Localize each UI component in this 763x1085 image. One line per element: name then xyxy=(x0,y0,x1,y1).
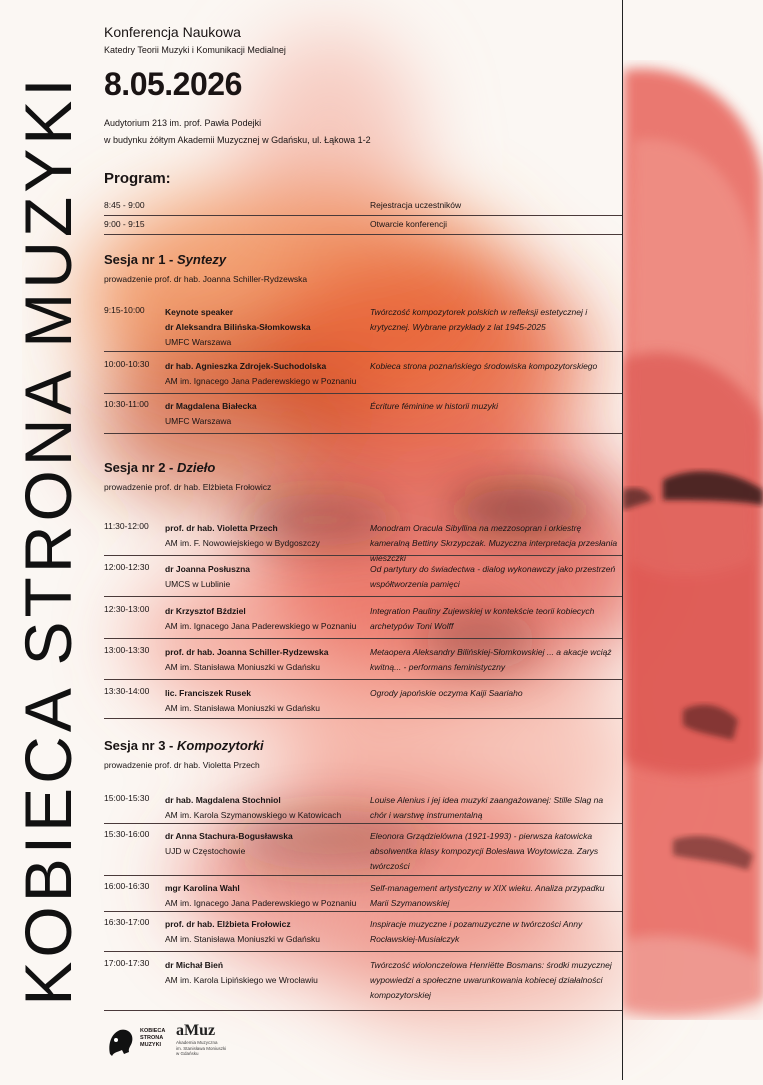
talk-title: Self-management artystyczny w XIX wieku. Analiza przypadku Marii Szymanowskiej xyxy=(370,883,605,908)
talk-row xyxy=(104,517,622,563)
logo2-line1: Akademia Muzyczna xyxy=(176,1040,218,1045)
row-desc: Otwarcie konferencji xyxy=(370,219,448,229)
speaker-affiliation: AM im. Stanisława Moniuszki w Gdańsku xyxy=(165,703,320,713)
speaker-affiliation: AM im. Stanisława Moniuszki w Gdańsku xyxy=(165,662,320,672)
row-time: 8:45 - 9:00 xyxy=(104,200,145,210)
talk-time: 10:30-11:00 xyxy=(104,399,149,409)
program-heading: Program: xyxy=(104,170,171,187)
speaker-name: dr Krzysztof Bździel xyxy=(165,606,246,616)
speaker-affiliation: UMFC Warszawa xyxy=(165,337,232,347)
talk-title: Eleonora Grządzielówna (1921-1993) - pierwsza katowicka absolwentka klasy kompozycji Bolesława Woytowicza. Zarys twórczości xyxy=(370,831,599,871)
talk-time: 10:00-10:30 xyxy=(104,359,150,369)
logo1-line2: STRONA xyxy=(140,1035,164,1041)
venue-line-2: w budynku żółtym Akademii Muzycznej w Gdańsku, ul. Łąkowa 1-2 xyxy=(104,135,371,145)
talk-time: 13:00-13:30 xyxy=(104,645,150,655)
session-1-moderator: prowadzenie prof. dr hab. Joanna Schiller-Rydzewska xyxy=(104,274,308,284)
talk-time: 15:00-15:30 xyxy=(104,793,150,803)
speaker-affiliation: AM im. Ignacego Jana Paderewskiego w Poznaniu xyxy=(165,376,357,386)
talk-title: Kobieca strona poznańskiego środowiska kompozytorskiego xyxy=(370,361,598,371)
talk-title: Od partytury do świadectwa - dialog wykonawczy jako przestrzeń współtworzenia pamięci xyxy=(370,564,616,589)
speaker-affiliation: AM im. Karola Lipińskiego we Wrocławiu xyxy=(165,975,318,985)
department-label: Katedry Teorii Muzyki i Komunikacji Medialnej xyxy=(104,45,286,55)
speaker-name: prof. dr hab. Violetta Przech xyxy=(165,523,278,533)
opening-row xyxy=(104,197,622,216)
profile-silhouette-icon xyxy=(104,1026,136,1058)
talk-title: Ogrody japońskie oczyma Kaiji Saariaho xyxy=(370,688,523,698)
speaker-name: lic. Franciszek Rusek xyxy=(165,688,251,698)
talk-time: 11:30-12:00 xyxy=(104,521,149,531)
talk-title: Metaopera Aleksandry Bilińskiej-Słomkowskiej ... a akacje wciąż kwitną... - performans feministyczny xyxy=(370,647,612,672)
talk-time: 12:00-12:30 xyxy=(104,562,150,572)
talk-title: Louise Alenius i jej idea muzyki zaangażowanej: Stille Slag na chór i warstwę instrumentalną xyxy=(370,795,604,820)
row-desc: Rejestracja uczestników xyxy=(370,200,462,210)
talk-row xyxy=(104,558,622,597)
session-name: Syntezy xyxy=(176,252,227,267)
talk-speaker xyxy=(165,521,320,551)
talk-speaker xyxy=(165,645,328,675)
speaker-name: dr hab. Magdalena Stochniol xyxy=(165,795,281,805)
speaker-affiliation: AM im. F. Nowowiejskiego w Bydgoszczy xyxy=(165,538,320,548)
talk-row xyxy=(104,954,622,1011)
speaker-affiliation: UMCS w Lublinie xyxy=(165,579,231,589)
speaker-name: dr Magdalena Białecka xyxy=(165,401,257,411)
talk-title: Integration Pauliny Zujewskiej w kontekście teorii kobiecych archetypów Toni Wolff xyxy=(370,606,595,631)
row-time: 9:00 - 9:15 xyxy=(104,219,145,229)
speaker-affiliation: AM im. Ignacego Jana Paderewskiego w Poznaniu xyxy=(165,621,357,631)
talk-time: 17:00-17:30 xyxy=(104,958,150,968)
talk-row xyxy=(104,395,622,434)
talk-speaker xyxy=(165,399,257,429)
speaker-affiliation: UMFC Warszawa xyxy=(165,416,232,426)
talk-row xyxy=(104,600,622,639)
conference-date: 8.05.2026 xyxy=(104,66,242,102)
talk-time: 13:30-14:00 xyxy=(104,686,150,696)
session-3-moderator: prowadzenie prof. dr hab. Violetta Przech xyxy=(104,760,260,770)
logo1-line3: MUZYKI xyxy=(140,1042,162,1048)
talk-time: 9:15-10:00 xyxy=(104,305,145,315)
session-1-title xyxy=(104,252,226,267)
talk-speaker xyxy=(165,881,356,911)
speaker-name: dr Aleksandra Bilińska-Słomkowska xyxy=(165,322,311,332)
talk-title: Twórczość kompozytorek polskich w refleksji estetycznej i krytycznej. Wybrane przykłady z lat 1945-2025 xyxy=(370,307,588,332)
vertical-title-text: KOBIECA STRONA MUZYKI xyxy=(11,74,85,1006)
conference-label: Konferencja Naukowa xyxy=(104,24,241,40)
talk-row xyxy=(104,913,622,952)
speaker-name: dr Michał Bień xyxy=(165,960,224,970)
talk-row xyxy=(104,825,622,876)
speaker-name: prof. dr hab. Elżbieta Frołowicz xyxy=(165,919,291,929)
talk-row xyxy=(104,355,622,394)
vertical-divider-line xyxy=(622,0,623,1080)
talk-row xyxy=(104,789,622,824)
speaker-name: dr Joanna Posłuszna xyxy=(165,564,251,574)
speaker-affiliation: AM im. Stanisława Moniuszki w Gdańsku xyxy=(165,934,320,944)
speaker-affiliation: UJD w Częstochowie xyxy=(165,846,246,856)
session-3-title xyxy=(104,738,264,753)
talk-speaker xyxy=(165,686,320,716)
session-prefix: Sesja nr 2 - xyxy=(104,460,177,475)
speaker-name: prof. dr hab. Joanna Schiller-Rydzewska xyxy=(165,647,329,657)
speaker-affiliation: AM im. Ignacego Jana Paderewskiego w Poznaniu xyxy=(165,898,357,908)
watercolor-face-illustration xyxy=(623,60,763,1020)
logo2-line3: w Gdańsku xyxy=(176,1051,199,1056)
talk-title: Inspiracje muzyczne i pozamuzyczne w twórczości Anny Rocławskiej-Musiałczyk xyxy=(370,919,583,944)
keynote-label: Keynote speaker xyxy=(165,307,234,317)
speaker-name: mgr Karolina Wahl xyxy=(165,883,240,893)
talk-time: 15:30-16:00 xyxy=(104,829,150,839)
session-name: Dzieło xyxy=(176,460,216,475)
talk-title: Monodram Oracula Sibyllina na mezzosopran i orkiestrę kameralną Bettiny Skrzypczak. Muzyczna interpretacja przesłania wieszczki xyxy=(370,523,618,563)
session-prefix: Sesja nr 3 - xyxy=(104,738,177,753)
talk-speaker xyxy=(165,917,320,947)
talk-time: 12:30-13:00 xyxy=(104,604,150,614)
logo2-line2: im. Stanisława Moniuszki xyxy=(176,1045,227,1051)
talk-speaker xyxy=(165,562,250,592)
session-2-moderator: prowadzenie prof. dr hab. Elżbieta Frołowicz xyxy=(104,482,272,492)
session-name: Kompozytorki xyxy=(176,738,264,753)
talk-title: Écriture féminine w historii muzyki xyxy=(370,401,499,411)
talk-speaker xyxy=(165,359,356,389)
session-2-title xyxy=(104,460,215,475)
logo1-line1: KOBIECA xyxy=(140,1028,166,1034)
talk-row xyxy=(104,682,622,719)
speaker-name: dr Anna Stachura-Bogusławska xyxy=(165,831,293,841)
venue-line-1: Audytorium 213 im. prof. Pawła Podejki xyxy=(104,118,262,128)
speaker-affiliation: AM im. Karola Szymanowskiego w Katowicach xyxy=(165,810,342,820)
talk-time: 16:30-17:00 xyxy=(104,917,150,927)
talk-speaker xyxy=(165,793,341,823)
opening-row xyxy=(104,216,622,235)
talk-title: Twórczość wiolonczelowa Henriëtte Bosmans: środki muzycznej wypowiedzi a społeczne uwarunkowania kobiecej działalności kompozytorskiej xyxy=(370,960,612,1000)
speaker-name: dr hab. Agnieszka Zdrojek-Suchodolska xyxy=(165,361,327,371)
talk-speaker xyxy=(165,604,356,634)
amuz-mark: aMuz xyxy=(176,1022,216,1039)
talk-time: 16:00-16:30 xyxy=(104,881,150,891)
vertical-title xyxy=(8,0,88,1080)
session-prefix: Sesja nr 1 - xyxy=(104,252,177,267)
talk-row xyxy=(104,877,622,912)
talk-row xyxy=(104,641,622,680)
amuz-logo xyxy=(176,1024,276,1060)
talk-row xyxy=(104,301,622,352)
talk-speaker xyxy=(165,829,293,859)
talk-speaker xyxy=(165,305,311,350)
talk-speaker xyxy=(165,958,318,988)
